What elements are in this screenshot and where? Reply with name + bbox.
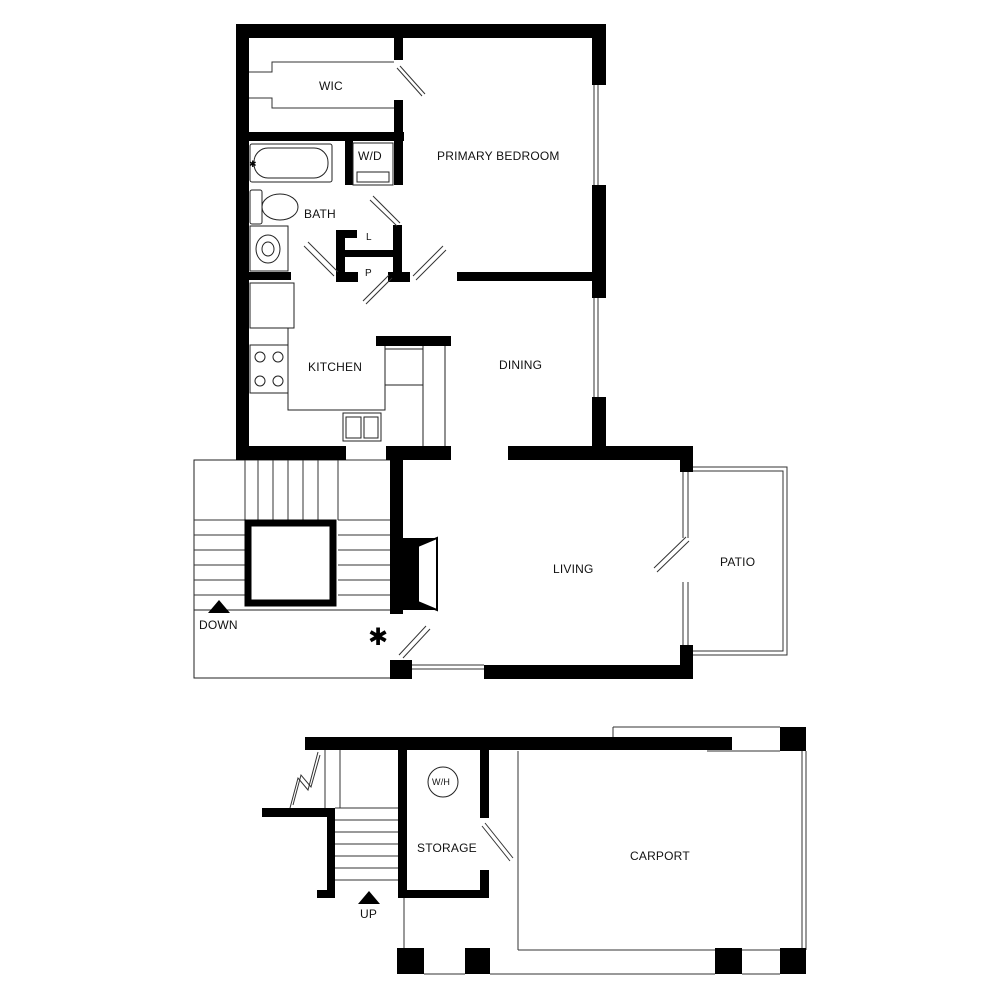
stair-label-up: UP (360, 907, 378, 921)
bath-sink (250, 226, 288, 271)
storage-door-swing (482, 823, 513, 861)
room-label-primary-bedroom: PRIMARY BEDROOM (437, 149, 560, 163)
fireplace (418, 538, 437, 610)
stair-landing-outline (194, 460, 392, 678)
entry-marker-icon: ✱ (368, 623, 389, 651)
room-label-dining: DINING (499, 358, 543, 372)
room-label-kitchen: KITCHEN (308, 360, 363, 374)
refrigerator (250, 283, 294, 328)
room-label-washer-dryer: W/D (358, 149, 382, 163)
shower-head-icon: ✱ (249, 160, 257, 170)
room-label-water-heater: W/H (432, 777, 451, 787)
toilet (250, 190, 298, 224)
room-label-living: LIVING (553, 562, 594, 576)
walls-upper (236, 24, 693, 679)
upper-level (194, 24, 787, 679)
room-label-patio: PATIO (720, 555, 756, 569)
stair-treads-right (338, 520, 392, 595)
room-label-pantry: P (365, 268, 372, 279)
room-label-linen: L (366, 232, 372, 243)
room-label-bath: BATH (304, 207, 336, 221)
room-label-wic: WIC (319, 79, 343, 93)
stair-treads-left (194, 520, 245, 595)
stair-core (248, 523, 333, 603)
range-stove (250, 345, 288, 393)
stair-up-arrow-icon (358, 891, 380, 904)
stair-down-arrow-icon (208, 600, 230, 613)
kitchen-sink (343, 413, 381, 441)
bathtub (250, 144, 332, 182)
stair-label-down: DOWN (199, 618, 238, 632)
room-label-storage: STORAGE (417, 841, 477, 855)
windows-upper (412, 85, 688, 669)
walls-lower (262, 727, 806, 974)
lower-level (262, 727, 806, 974)
stair-treads-top (245, 460, 392, 520)
room-label-carport: CARPORT (630, 849, 690, 863)
